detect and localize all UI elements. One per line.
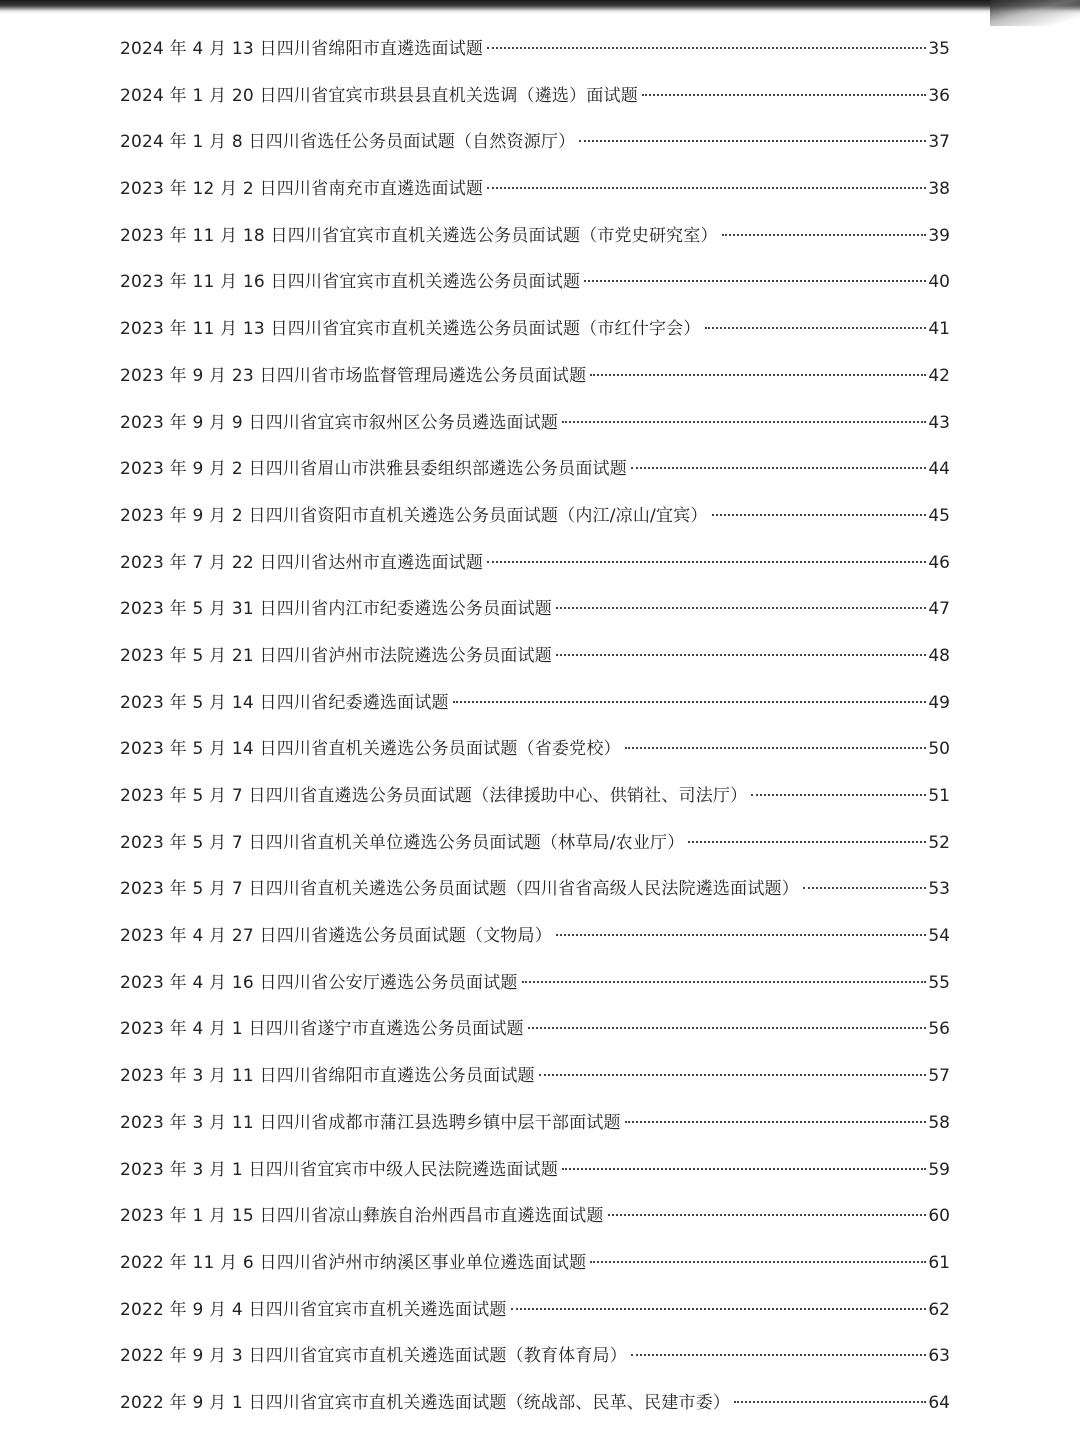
toc-entry[interactable] bbox=[120, 1380, 950, 1427]
toc-entry-title: 2022 年 9 月 1 日四川省宜宾市直机关遴选面试题（统战部、民革、民建市委） bbox=[120, 1392, 731, 1413]
toc-entry-page-number: 49 bbox=[928, 692, 950, 713]
toc-entry-page-number: 63 bbox=[928, 1346, 950, 1367]
toc-entry-page-number: 40 bbox=[928, 272, 950, 293]
toc-entry-title: 2022 年 9 月 4 日四川省宜宾市直机关遴选面试题 bbox=[120, 1299, 507, 1320]
dot-leader bbox=[625, 747, 926, 749]
toc-entry-title: 2023 年 5 月 14 日四川省纪委遴选面试题 bbox=[120, 692, 449, 713]
toc-entry[interactable] bbox=[120, 1240, 950, 1287]
toc-entry[interactable] bbox=[120, 1053, 950, 1100]
toc-entry[interactable] bbox=[120, 960, 950, 1007]
toc-entry-page-number: 56 bbox=[928, 1019, 950, 1040]
toc-entry-page-number: 42 bbox=[928, 365, 950, 386]
dot-leader bbox=[688, 841, 926, 843]
toc-entry[interactable] bbox=[120, 773, 950, 820]
toc-entry-page-number: 53 bbox=[928, 879, 950, 900]
toc-entry-page-number: 35 bbox=[928, 39, 950, 59]
toc-entry[interactable] bbox=[120, 680, 950, 727]
dot-leader bbox=[539, 1074, 926, 1076]
toc-entry-page-number: 52 bbox=[928, 832, 950, 853]
toc-entry[interactable] bbox=[120, 1100, 950, 1147]
toc-entry[interactable] bbox=[120, 540, 950, 587]
toc-entry-title: 2022 年 9 月 3 日四川省宜宾市直机关遴选面试题（教育体育局） bbox=[120, 1346, 627, 1367]
toc-entry-page-number: 64 bbox=[928, 1392, 950, 1413]
toc-entry-page-number: 39 bbox=[928, 225, 950, 246]
toc-entry-title: 2024 年 1 月 20 日四川省宜宾市珙县县直机关选调（遴选）面试题 bbox=[120, 85, 638, 106]
toc-entry[interactable] bbox=[120, 400, 950, 447]
toc-entry[interactable] bbox=[120, 446, 950, 493]
dot-leader bbox=[803, 887, 926, 889]
toc-entry[interactable] bbox=[120, 633, 950, 680]
toc-entry-page-number: 58 bbox=[928, 1112, 950, 1133]
dot-leader bbox=[705, 327, 926, 329]
toc-entry[interactable] bbox=[120, 166, 950, 213]
dot-leader bbox=[625, 1121, 926, 1123]
dot-leader bbox=[590, 374, 926, 376]
toc-entry-page-number: 45 bbox=[928, 505, 950, 526]
toc-entry-title: 2023 年 9 月 9 日四川省宜宾市叙州区公务员遴选面试题 bbox=[120, 412, 559, 433]
toc-entry[interactable] bbox=[120, 1193, 950, 1240]
toc-entry[interactable] bbox=[120, 913, 950, 960]
toc-entry-page-number: 37 bbox=[928, 132, 950, 153]
dot-leader bbox=[734, 1401, 926, 1403]
dot-leader bbox=[722, 234, 926, 236]
dot-leader bbox=[584, 280, 926, 282]
dot-leader bbox=[579, 140, 926, 142]
toc-entry-title: 2023 年 11 月 16 日四川省宜宾市直机关遴选公务员面试题 bbox=[120, 272, 581, 293]
toc-entry-title: 2023 年 4 月 16 日四川省公安厅遴选公务员面试题 bbox=[120, 972, 518, 993]
dot-leader bbox=[608, 1214, 926, 1216]
dot-leader bbox=[712, 514, 926, 516]
toc-entry-page-number: 43 bbox=[928, 412, 950, 433]
toc-entry[interactable] bbox=[120, 586, 950, 633]
toc-entry-page-number: 44 bbox=[928, 459, 950, 480]
toc-entry[interactable] bbox=[120, 259, 950, 306]
toc-entry[interactable] bbox=[120, 1147, 950, 1194]
toc-entry[interactable] bbox=[120, 820, 950, 867]
toc-entry[interactable] bbox=[120, 1333, 950, 1380]
toc-entry-title: 2024 年 4 月 13 日四川省绵阳市直遴选面试题 bbox=[120, 39, 484, 59]
toc-entry-page-number: 61 bbox=[928, 1252, 950, 1273]
toc-entry-title: 2023 年 5 月 7 日四川省直机关遴选公务员面试题（四川省省高级人民法院遴选面试题） bbox=[120, 879, 799, 900]
toc-entry[interactable] bbox=[120, 1287, 950, 1334]
toc-entry[interactable] bbox=[120, 493, 950, 540]
toc-entry-title: 2023 年 3 月 11 日四川省绵阳市直遴选公务员面试题 bbox=[120, 1066, 535, 1087]
dot-leader bbox=[556, 654, 926, 656]
toc-entry-title: 2023 年 1 月 15 日四川省凉山彝族自治州西昌市直遴选面试题 bbox=[120, 1206, 604, 1227]
toc-entry-title: 2023 年 9 月 2 日四川省资阳市直机关遴选公务员面试题（内江/凉山/宜宾） bbox=[120, 505, 708, 526]
toc-entry-title: 2023 年 3 月 11 日四川省成都市蒲江县选聘乡镇中层干部面试题 bbox=[120, 1112, 621, 1133]
toc-entry-page-number: 54 bbox=[928, 926, 950, 947]
dot-leader bbox=[522, 981, 926, 983]
toc-entry[interactable] bbox=[120, 1006, 950, 1053]
toc-entry-title: 2023 年 5 月 7 日四川省直机关单位遴选公务员面试题（林草局/农业厅） bbox=[120, 832, 685, 853]
toc-entry-page-number: 38 bbox=[928, 179, 950, 200]
dot-leader bbox=[631, 467, 926, 469]
table-of-contents bbox=[120, 26, 950, 1427]
toc-entry-title: 2023 年 5 月 14 日四川省直机关遴选公务员面试题（省委党校） bbox=[120, 739, 621, 760]
toc-entry-title: 2022 年 11 月 6 日四川省泸州市纳溪区事业单位遴选面试题 bbox=[120, 1252, 587, 1273]
toc-entry-title: 2023 年 4 月 27 日四川省遴选公务员面试题（文物局） bbox=[120, 926, 552, 947]
dot-leader bbox=[590, 1261, 926, 1263]
top-edge-shadow bbox=[0, 0, 1080, 14]
dot-leader bbox=[642, 94, 926, 96]
toc-entry-page-number: 47 bbox=[928, 599, 950, 620]
toc-entry-page-number: 55 bbox=[928, 972, 950, 993]
toc-entry-title: 2023 年 9 月 2 日四川省眉山市洪雅县委组织部遴选公务员面试题 bbox=[120, 459, 627, 480]
dot-leader bbox=[487, 47, 926, 49]
toc-entry-title: 2024 年 1 月 8 日四川省选任公务员面试题（自然资源厅） bbox=[120, 132, 576, 153]
toc-entry-title: 2023 年 5 月 7 日四川省直遴选公务员面试题（法律援助中心、供销社、司法厅） bbox=[120, 786, 748, 806]
toc-entry-title: 2023 年 12 月 2 日四川省南充市直遴选面试题 bbox=[120, 179, 484, 200]
dot-leader bbox=[453, 701, 926, 703]
toc-entry-title: 2023 年 11 月 13 日四川省宜宾市直机关遴选公务员面试题（市红什字会） bbox=[120, 319, 701, 340]
toc-entry-title: 2023 年 9 月 23 日四川省市场监督管理局遴选公务员面试题 bbox=[120, 365, 587, 386]
toc-entry-page-number: 50 bbox=[928, 739, 950, 760]
toc-entry-title: 2023 年 7 月 22 日四川省达州市直遴选面试题 bbox=[120, 552, 484, 573]
top-right-corner-shadow bbox=[990, 0, 1080, 26]
toc-entry[interactable] bbox=[120, 119, 950, 166]
toc-entry-title: 2023 年 11 月 18 日四川省宜宾市直机关遴选公务员面试题（市党史研究室） bbox=[120, 225, 718, 246]
dot-leader bbox=[487, 187, 926, 189]
toc-entry[interactable] bbox=[120, 306, 950, 353]
dot-leader bbox=[751, 794, 926, 796]
toc-entry[interactable] bbox=[120, 73, 950, 120]
toc-entry[interactable] bbox=[120, 866, 950, 913]
toc-entry-page-number: 59 bbox=[928, 1159, 950, 1180]
toc-entry-page-number: 51 bbox=[928, 786, 950, 806]
toc-entry-page-number: 60 bbox=[928, 1206, 950, 1227]
toc-entry-title: 2023 年 5 月 21 日四川省泸州市法院遴选公务员面试题 bbox=[120, 645, 552, 666]
dot-leader bbox=[511, 1308, 926, 1310]
toc-entry[interactable] bbox=[120, 353, 950, 400]
toc-entry-page-number: 57 bbox=[928, 1066, 950, 1087]
dot-leader bbox=[528, 1027, 926, 1029]
toc-entry-title: 2023 年 5 月 31 日四川省内江市纪委遴选公务员面试题 bbox=[120, 599, 552, 620]
toc-entry-page-number: 36 bbox=[928, 85, 950, 106]
toc-entry-title: 2023 年 4 月 1 日四川省遂宁市直遴选公务员面试题 bbox=[120, 1019, 524, 1040]
toc-entry-page-number: 46 bbox=[928, 552, 950, 573]
dot-leader bbox=[562, 1168, 926, 1170]
toc-entry-page-number: 62 bbox=[928, 1299, 950, 1320]
dot-leader bbox=[631, 1354, 926, 1356]
toc-entry[interactable] bbox=[120, 213, 950, 260]
toc-entry[interactable] bbox=[120, 726, 950, 773]
dot-leader bbox=[487, 561, 926, 563]
toc-entry-title: 2023 年 3 月 1 日四川省宜宾市中级人民法院遴选面试题 bbox=[120, 1159, 559, 1180]
toc-entry[interactable] bbox=[120, 26, 950, 73]
toc-entry-page-number: 48 bbox=[928, 645, 950, 666]
toc-entry-page-number: 41 bbox=[928, 319, 950, 340]
dot-leader bbox=[562, 421, 926, 423]
dot-leader bbox=[556, 607, 926, 609]
dot-leader bbox=[556, 934, 926, 936]
